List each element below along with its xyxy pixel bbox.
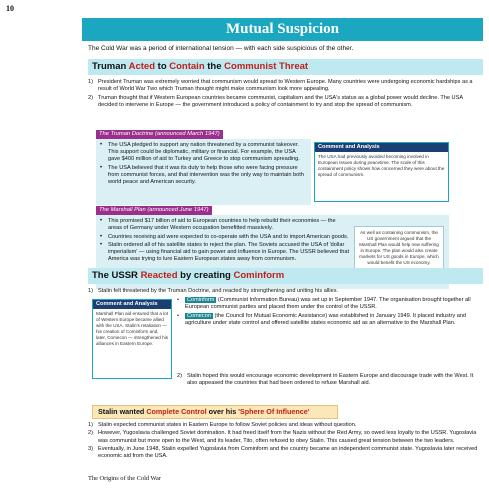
comment-analysis-box-1: [314, 142, 449, 202]
list-item: • The USA believed that it was its duty to help those who were facing pressure from communist forces, and that intervention was the only way to maintain both world peace and American security.: [100, 164, 304, 185]
list-item: • Countries receiving aid were expected to co-operate with the USA and to import American goods.: [100, 233, 349, 240]
list-item: 2) Truman thought that if Western European countries became communist, capitalism and the USA's status as a global power would decline. The USA decided to intervene in Europe — the government introduced a policy of containment to try and stop the spread of communism.: [88, 94, 463, 108]
list-item: 1) President Truman was extremely worried that communism would spread to Western Europe. Many countries were undergoing economic hardships as a result of World War Two which Truman thought might make communism look more appealing.: [88, 79, 473, 93]
list-item: • Comecon (the Council for Mutual Economic Assistance) was established in January 1949. It placed industry and agriculture under state control and offered satellite states economic aid as an alternative to the Marshall Plan.: [177, 312, 467, 326]
comecon-tag: Comecon: [187, 312, 211, 319]
section-heading-ussr: The USSR Reacted by creating Cominform: [88, 268, 483, 284]
section-heading-truman: Truman Acted to Contain the Communist Threat: [88, 59, 483, 75]
ussr-point-1: [88, 288, 483, 296]
comment-heading: Comment and Analysis: [93, 300, 171, 309]
list-item: 3) Eventually, in June 1948, Stalin expelled Yugoslavia from Cominform and the country became an independent communist state. Yugoslavia later received economic aid from the USA.: [88, 446, 478, 460]
truman-doctrine-label: The Truman Doctrine (announced March 1947): [96, 130, 223, 139]
list-item: 1) Stalin felt threatened by the Truman Doctrine, and reacted by strengthening and uniting his allies.: [88, 288, 339, 294]
stalin-points: [88, 422, 483, 462]
list-item: 1) Stalin expected communist states in Eastern Europe to follow Soviet policies and ideas without question.: [88, 422, 357, 428]
ussr-bullets: [177, 297, 483, 328]
comment-body: The USA had previously avoided becoming involved in European issues during peacetime. The scale of this containment policy shows how concerned they were about the spread of communism.: [318, 154, 445, 177]
page-number: 10: [6, 4, 14, 13]
comment-analysis-box-2: [92, 299, 172, 379]
truman-points: [88, 79, 483, 110]
marshall-note-box: As well as containing communism, the US government argued that the Marshall Plan would help new suffering in Europe. The plan would also create markets for US goods in Europe, which would benefit the US economy.: [354, 226, 444, 280]
list-item: • The USA pledged to support any nation threatened by a communist takeover. This support could be diplomatic, military or financial. For example, the USA gave $400 million of aid to Turkey and Greece to stop communism spreading.: [100, 142, 300, 163]
comment-body: Marshall Plan aid ensured that a lot of Western Europe became allied with the USA. Stalin's retaliation — his creation of Cominform and, later, Comecon — strengthened his alliances in Eastern Europe.: [96, 311, 169, 346]
truman-doctrine-panel: [96, 139, 311, 205]
comment-heading: Comment and Analysis: [315, 143, 448, 152]
intro-text: The Cold War was a period of international tension — with each side suspicious of the other.: [88, 45, 354, 52]
marshall-plan-label: The Marshall Plan (announced June 1947): [96, 206, 212, 215]
section-heading-stalin: Stalin wanted Complete Control over his 'Sphere Of Influence': [92, 405, 338, 419]
list-item: 2) Stalin hoped this would encourage economic development in Eastern Europe and discourage trade with the West. It also appeased the countries that had been ordered to refuse Marshall aid.: [177, 373, 474, 387]
footer-chapter-title: The Origins of the Cold War: [88, 475, 162, 482]
page-title: Mutual Suspicion: [82, 18, 483, 41]
list-item: • Cominform (Communist Information Bureau) was set up in September 1947. The organisation brought together all European communist parties and placed them under the control of the USSR.: [177, 297, 471, 311]
cominform-tag: Cominform: [187, 297, 215, 303]
list-item: • Stalin ordered all of his satellite states to reject the plan. The Soviets accused the USA of 'dollar imperialism' — using financial aid to gain power and influence in Europe. The USSR believed that America was trying to lure Eastern European states away from communism.: [100, 242, 350, 263]
list-item: 2) However, Yugoslavia challenged Soviet domination. It had freed itself from the Nazis without the Red Army, so owed less loyalty to the USSR. Yugoslavia was communist but more open to the West, and its leader, Tito, often refused to obey Stalin. This caused great tension between the two leaders.: [88, 430, 477, 444]
ussr-point-2: [177, 373, 483, 389]
list-item: • This promised $17 billion of aid to European countries to help rebuild their economies — the areas of Germany under Western occupation benefitted massively.: [100, 218, 336, 232]
